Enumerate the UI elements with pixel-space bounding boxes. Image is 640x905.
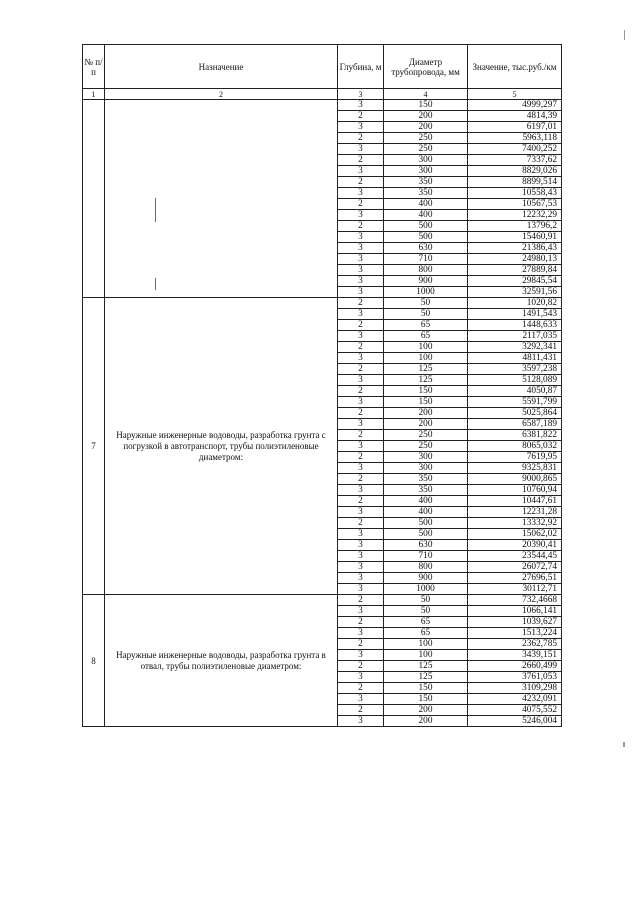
diameter-cell: 400 xyxy=(384,507,468,518)
depth-cell: 3 xyxy=(338,144,384,155)
value-cell: 12232,29 xyxy=(468,210,562,221)
depth-cell: 3 xyxy=(338,606,384,617)
diameter-cell: 100 xyxy=(384,639,468,650)
value-cell: 4999,297 xyxy=(468,100,562,111)
diameter-cell: 250 xyxy=(384,144,468,155)
diameter-cell: 65 xyxy=(384,617,468,628)
diameter-cell: 150 xyxy=(384,386,468,397)
depth-cell: 2 xyxy=(338,705,384,716)
diameter-cell: 150 xyxy=(384,100,468,111)
column-index: 1 xyxy=(83,89,105,100)
value-cell: 732,4668 xyxy=(468,595,562,606)
header-depth: Глубина, м xyxy=(338,45,384,89)
depth-cell: 3 xyxy=(338,353,384,364)
column-index: 2 xyxy=(105,89,338,100)
depth-cell: 2 xyxy=(338,111,384,122)
continuation-line xyxy=(155,198,156,222)
diameter-cell: 150 xyxy=(384,694,468,705)
value-cell: 13332,92 xyxy=(468,518,562,529)
depth-cell: 3 xyxy=(338,210,384,221)
group-number: 8 xyxy=(83,595,105,727)
diameter-cell: 1000 xyxy=(384,584,468,595)
value-cell: 15460,91 xyxy=(468,232,562,243)
diameter-cell: 150 xyxy=(384,397,468,408)
value-cell: 6197,01 xyxy=(468,122,562,133)
depth-cell: 3 xyxy=(338,122,384,133)
table-row xyxy=(83,100,562,111)
group-description: Наружные инженерные водоводы, разработка грунта с погрузкой в автотранспорт, трубы полиэтиленовые диаметром: xyxy=(105,298,338,595)
depth-cell: 2 xyxy=(338,221,384,232)
column-index: 4 xyxy=(384,89,468,100)
diameter-cell: 125 xyxy=(384,672,468,683)
depth-cell: 2 xyxy=(338,595,384,606)
cost-table xyxy=(82,44,562,727)
depth-cell: 3 xyxy=(338,507,384,518)
value-cell: 26072,74 xyxy=(468,562,562,573)
diameter-cell: 300 xyxy=(384,166,468,177)
diameter-cell: 200 xyxy=(384,716,468,727)
depth-cell: 3 xyxy=(338,166,384,177)
depth-cell: 2 xyxy=(338,342,384,353)
diameter-cell: 710 xyxy=(384,254,468,265)
diameter-cell: 350 xyxy=(384,188,468,199)
diameter-cell: 100 xyxy=(384,342,468,353)
depth-cell: 2 xyxy=(338,617,384,628)
value-cell: 21386,43 xyxy=(468,243,562,254)
value-cell: 8829,026 xyxy=(468,166,562,177)
value-cell: 8065,032 xyxy=(468,441,562,452)
diameter-cell: 500 xyxy=(384,518,468,529)
value-cell: 8899,514 xyxy=(468,177,562,188)
depth-cell: 3 xyxy=(338,716,384,727)
diameter-cell: 65 xyxy=(384,320,468,331)
depth-cell: 3 xyxy=(338,232,384,243)
value-cell: 5591,799 xyxy=(468,397,562,408)
depth-cell: 3 xyxy=(338,243,384,254)
depth-cell: 2 xyxy=(338,364,384,375)
value-cell: 5025,864 xyxy=(468,408,562,419)
diameter-cell: 250 xyxy=(384,430,468,441)
value-cell: 3109,298 xyxy=(468,683,562,694)
value-cell: 32591,56 xyxy=(468,287,562,298)
value-cell: 3439,151 xyxy=(468,650,562,661)
scan-edge-mark xyxy=(623,742,625,747)
diameter-cell: 630 xyxy=(384,540,468,551)
depth-cell: 3 xyxy=(338,287,384,298)
diameter-cell: 200 xyxy=(384,705,468,716)
depth-cell: 2 xyxy=(338,452,384,463)
value-cell: 4232,091 xyxy=(468,694,562,705)
diameter-cell: 300 xyxy=(384,463,468,474)
diameter-cell: 400 xyxy=(384,210,468,221)
depth-cell: 3 xyxy=(338,309,384,320)
value-cell: 29845,54 xyxy=(468,276,562,287)
value-cell: 3292,341 xyxy=(468,342,562,353)
value-cell: 1066,141 xyxy=(468,606,562,617)
header-diameter: Диаметр трубопровода, мм xyxy=(384,45,468,89)
column-index: 3 xyxy=(338,89,384,100)
table-row xyxy=(83,595,562,606)
depth-cell: 2 xyxy=(338,298,384,309)
diameter-cell: 500 xyxy=(384,232,468,243)
depth-cell: 3 xyxy=(338,188,384,199)
header-no: № п/п xyxy=(83,45,105,89)
depth-cell: 2 xyxy=(338,155,384,166)
diameter-cell: 125 xyxy=(384,364,468,375)
value-cell: 10447,61 xyxy=(468,496,562,507)
table-body xyxy=(83,100,562,727)
depth-cell: 3 xyxy=(338,540,384,551)
value-cell: 5246,004 xyxy=(468,716,562,727)
value-cell: 30112,71 xyxy=(468,584,562,595)
diameter-cell: 300 xyxy=(384,452,468,463)
depth-cell: 3 xyxy=(338,276,384,287)
group-description xyxy=(105,100,338,298)
depth-cell: 3 xyxy=(338,100,384,111)
diameter-cell: 50 xyxy=(384,309,468,320)
depth-cell: 2 xyxy=(338,133,384,144)
value-cell: 1491,543 xyxy=(468,309,562,320)
diameter-cell: 250 xyxy=(384,441,468,452)
diameter-cell: 710 xyxy=(384,551,468,562)
depth-cell: 3 xyxy=(338,265,384,276)
depth-cell: 2 xyxy=(338,474,384,485)
value-cell: 2362,785 xyxy=(468,639,562,650)
value-cell: 5963,118 xyxy=(468,133,562,144)
column-index-row xyxy=(83,89,562,100)
column-index: 5 xyxy=(468,89,562,100)
depth-cell: 2 xyxy=(338,320,384,331)
value-cell: 9325,831 xyxy=(468,463,562,474)
value-cell: 7400,252 xyxy=(468,144,562,155)
value-cell: 27889,84 xyxy=(468,265,562,276)
value-cell: 9000,865 xyxy=(468,474,562,485)
diameter-cell: 100 xyxy=(384,650,468,661)
depth-cell: 2 xyxy=(338,496,384,507)
value-cell: 12231,28 xyxy=(468,507,562,518)
table-row xyxy=(83,298,562,309)
value-cell: 10760,94 xyxy=(468,485,562,496)
group-description: Наружные инженерные водоводы, разработка грунта в отвал, трубы полиэтиленовые диаметром: xyxy=(105,595,338,727)
value-cell: 4811,431 xyxy=(468,353,562,364)
diameter-cell: 1000 xyxy=(384,287,468,298)
depth-cell: 3 xyxy=(338,463,384,474)
diameter-cell: 200 xyxy=(384,419,468,430)
header-purpose: Назначение xyxy=(105,45,338,89)
diameter-cell: 65 xyxy=(384,331,468,342)
depth-cell: 3 xyxy=(338,584,384,595)
diameter-cell: 350 xyxy=(384,177,468,188)
diameter-cell: 900 xyxy=(384,573,468,584)
value-cell: 1513,224 xyxy=(468,628,562,639)
depth-cell: 3 xyxy=(338,375,384,386)
diameter-cell: 200 xyxy=(384,111,468,122)
scan-edge-mark xyxy=(624,30,625,40)
continuation-marks xyxy=(111,100,331,297)
depth-cell: 2 xyxy=(338,518,384,529)
value-cell: 1020,82 xyxy=(468,298,562,309)
value-cell: 5128,089 xyxy=(468,375,562,386)
value-cell: 1448,633 xyxy=(468,320,562,331)
value-cell: 7619,95 xyxy=(468,452,562,463)
value-cell: 4814,39 xyxy=(468,111,562,122)
diameter-cell: 125 xyxy=(384,661,468,672)
diameter-cell: 400 xyxy=(384,199,468,210)
header-row xyxy=(83,45,562,89)
diameter-cell: 350 xyxy=(384,485,468,496)
value-cell: 7337,62 xyxy=(468,155,562,166)
diameter-cell: 65 xyxy=(384,628,468,639)
value-cell: 4075,552 xyxy=(468,705,562,716)
depth-cell: 3 xyxy=(338,562,384,573)
depth-cell: 3 xyxy=(338,441,384,452)
depth-cell: 3 xyxy=(338,397,384,408)
diameter-cell: 400 xyxy=(384,496,468,507)
value-cell: 6381,822 xyxy=(468,430,562,441)
diameter-cell: 500 xyxy=(384,529,468,540)
header-value: Значение, тыс.руб./км xyxy=(468,45,562,89)
continuation-line xyxy=(155,278,156,290)
depth-cell: 3 xyxy=(338,331,384,342)
diameter-cell: 800 xyxy=(384,562,468,573)
value-cell: 27696,51 xyxy=(468,573,562,584)
diameter-cell: 50 xyxy=(384,298,468,309)
depth-cell: 3 xyxy=(338,650,384,661)
depth-cell: 3 xyxy=(338,254,384,265)
diameter-cell: 200 xyxy=(384,408,468,419)
value-cell: 2117,035 xyxy=(468,331,562,342)
diameter-cell: 50 xyxy=(384,595,468,606)
depth-cell: 2 xyxy=(338,177,384,188)
depth-cell: 3 xyxy=(338,529,384,540)
depth-cell: 2 xyxy=(338,683,384,694)
value-cell: 1039,627 xyxy=(468,617,562,628)
diameter-cell: 350 xyxy=(384,474,468,485)
depth-cell: 2 xyxy=(338,430,384,441)
value-cell: 10558,43 xyxy=(468,188,562,199)
value-cell: 24980,13 xyxy=(468,254,562,265)
diameter-cell: 200 xyxy=(384,122,468,133)
depth-cell: 2 xyxy=(338,661,384,672)
depth-cell: 2 xyxy=(338,408,384,419)
depth-cell: 3 xyxy=(338,672,384,683)
diameter-cell: 100 xyxy=(384,353,468,364)
group-number: 7 xyxy=(83,298,105,595)
depth-cell: 2 xyxy=(338,199,384,210)
diameter-cell: 250 xyxy=(384,133,468,144)
depth-cell: 2 xyxy=(338,639,384,650)
depth-cell: 3 xyxy=(338,694,384,705)
depth-cell: 3 xyxy=(338,628,384,639)
depth-cell: 3 xyxy=(338,419,384,430)
diameter-cell: 125 xyxy=(384,375,468,386)
diameter-cell: 300 xyxy=(384,155,468,166)
depth-cell: 2 xyxy=(338,386,384,397)
depth-cell: 3 xyxy=(338,573,384,584)
diameter-cell: 50 xyxy=(384,606,468,617)
diameter-cell: 500 xyxy=(384,221,468,232)
diameter-cell: 800 xyxy=(384,265,468,276)
value-cell: 2660,499 xyxy=(468,661,562,672)
value-cell: 6587,189 xyxy=(468,419,562,430)
depth-cell: 3 xyxy=(338,551,384,562)
group-number xyxy=(83,100,105,298)
value-cell: 20390,41 xyxy=(468,540,562,551)
depth-cell: 3 xyxy=(338,485,384,496)
diameter-cell: 630 xyxy=(384,243,468,254)
value-cell: 4050,87 xyxy=(468,386,562,397)
value-cell: 15062,02 xyxy=(468,529,562,540)
diameter-cell: 150 xyxy=(384,683,468,694)
diameter-cell: 900 xyxy=(384,276,468,287)
value-cell: 3597,238 xyxy=(468,364,562,375)
value-cell: 23544,45 xyxy=(468,551,562,562)
value-cell: 3761,053 xyxy=(468,672,562,683)
value-cell: 13796,2 xyxy=(468,221,562,232)
value-cell: 10567,53 xyxy=(468,199,562,210)
